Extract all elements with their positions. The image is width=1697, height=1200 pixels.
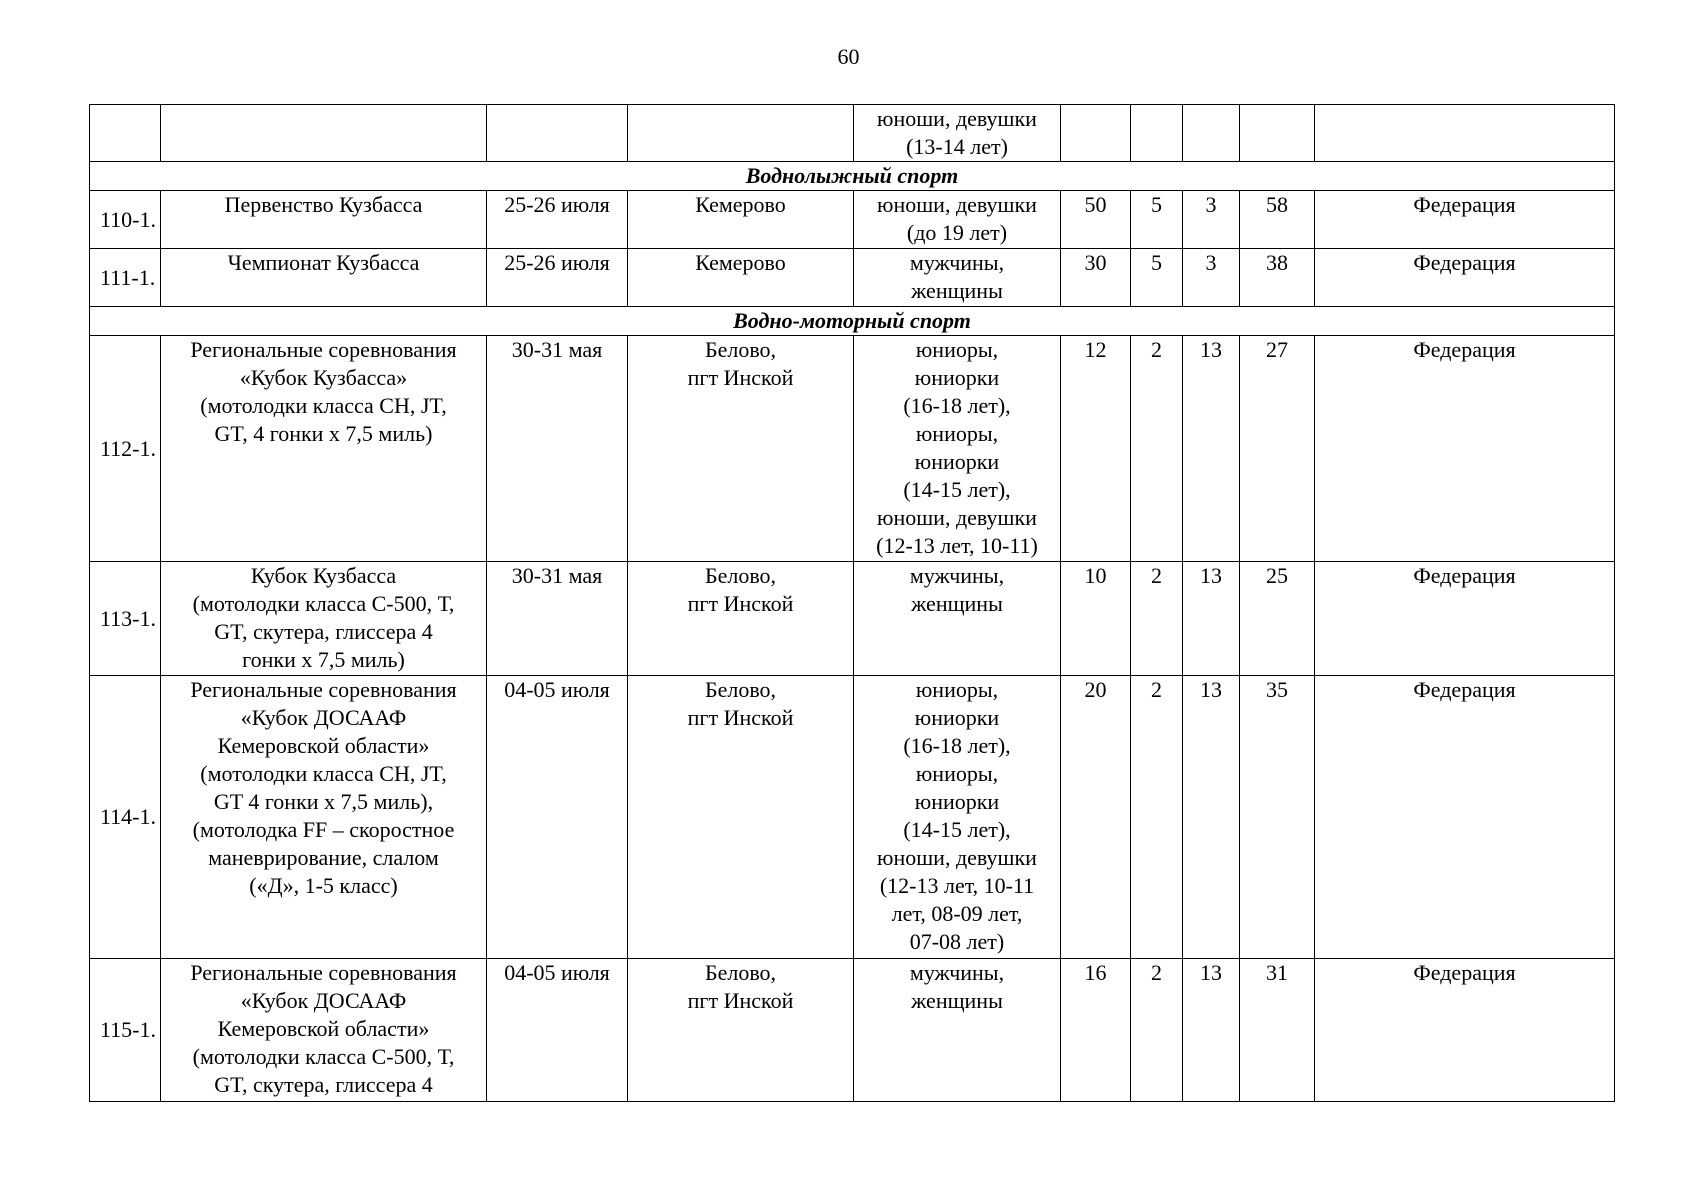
- cell-place: [628, 105, 854, 162]
- cell-organizer: Федерация: [1315, 249, 1615, 307]
- cell-count-1: 16: [1061, 959, 1131, 1102]
- cell-event: Первенство Кузбасса: [161, 191, 487, 249]
- cell-num: 114-1.: [90, 676, 161, 959]
- cell-participants: юниоры, юниорки (16-18 лет), юниоры, юниорки (14-15 лет), юноши, девушки (12-13 лет, 10-11 лет, 08-09 лет, 07-08 лет): [854, 676, 1061, 959]
- cell-count-4: 58: [1240, 191, 1315, 249]
- cell-participants: мужчины, женщины: [854, 959, 1061, 1102]
- cell-date: 04-05 июля: [487, 959, 628, 1102]
- cell-place: Кемерово: [628, 191, 854, 249]
- cell-count-2: [1131, 105, 1183, 162]
- cell-count-4: 25: [1240, 562, 1315, 676]
- cell-date: 30-31 мая: [487, 336, 628, 562]
- cell-event: Региональные соревнования «Кубок ДОСААФ Кемеровской области» (мотолодки класса С-500, Т, GT, скутера, глиссера 4: [161, 959, 487, 1102]
- cell-count-4: 38: [1240, 249, 1315, 307]
- cell-organizer: [1315, 105, 1615, 162]
- cell-event: Кубок Кузбасса (мотолодки класса С-500, Т, GT, скутера, глиссера 4 гонки х 7,5 миль): [161, 562, 487, 676]
- cell-organizer: Федерация: [1315, 676, 1615, 959]
- cell-count-1: [1061, 105, 1131, 162]
- cell-place: Белово, пгт Инской: [628, 676, 854, 959]
- cell-place: Белово, пгт Инской: [628, 562, 854, 676]
- cell-place: Кемерово: [628, 249, 854, 307]
- cell-count-3: [1183, 105, 1240, 162]
- cell-participants: юниоры, юниорки (16-18 лет), юниоры, юниорки (14-15 лет), юноши, девушки (12-13 лет, 10-11): [854, 336, 1061, 562]
- cell-num: [90, 105, 161, 162]
- table-row: [90, 249, 1615, 307]
- cell-participants: мужчины, женщины: [854, 562, 1061, 676]
- cell-organizer: Федерация: [1315, 959, 1615, 1102]
- cell-count-2: 5: [1131, 249, 1183, 307]
- cell-date: 30-31 мая: [487, 562, 628, 676]
- cell-count-3: 13: [1183, 676, 1240, 959]
- cell-event: Чемпионат Кузбасса: [161, 249, 487, 307]
- page-number: 60: [837, 44, 860, 69]
- cell-event: Региональные соревнования «Кубок ДОСААФ Кемеровской области» (мотолодки класса CH, JT, GT 4 гонки х 7,5 миль), (мотолодка FF – скоростное маневрирование, слалом («Д», 1-5 класс): [161, 676, 487, 959]
- cell-count-4: 27: [1240, 336, 1315, 562]
- table-row: [90, 676, 1615, 959]
- cell-participants: юноши, девушки (до 19 лет): [854, 191, 1061, 249]
- table-row: [90, 959, 1615, 1102]
- cell-num: 113-1.: [90, 562, 161, 676]
- cell-count-2: 2: [1131, 959, 1183, 1102]
- cell-count-3: 13: [1183, 562, 1240, 676]
- cell-participants: юноши, девушки (13-14 лет): [854, 105, 1061, 162]
- cell-count-1: 50: [1061, 191, 1131, 249]
- cell-organizer: Федерация: [1315, 336, 1615, 562]
- cell-count-4: 31: [1240, 959, 1315, 1102]
- cell-count-2: 5: [1131, 191, 1183, 249]
- cell-count-1: 10: [1061, 562, 1131, 676]
- cell-participants: мужчины, женщины: [854, 249, 1061, 307]
- cell-count-3: 13: [1183, 336, 1240, 562]
- cell-count-2: 2: [1131, 336, 1183, 562]
- cell-organizer: Федерация: [1315, 562, 1615, 676]
- section-title: Воднолыжный спорт: [90, 162, 1615, 191]
- cell-count-1: 30: [1061, 249, 1131, 307]
- cell-num: 110-1.: [90, 191, 161, 249]
- section-row: [90, 307, 1615, 336]
- cell-count-2: 2: [1131, 676, 1183, 959]
- cell-count-1: 12: [1061, 336, 1131, 562]
- cell-count-1: 20: [1061, 676, 1131, 959]
- cell-date: [487, 105, 628, 162]
- cell-count-3: 3: [1183, 191, 1240, 249]
- cell-count-4: 35: [1240, 676, 1315, 959]
- section-title: Водно-моторный спорт: [90, 307, 1615, 336]
- cell-date: 04-05 июля: [487, 676, 628, 959]
- section-row: [90, 162, 1615, 191]
- cell-num: 112-1.: [90, 336, 161, 562]
- table-row: [90, 336, 1615, 562]
- table-row: [90, 562, 1615, 676]
- cell-count-2: 2: [1131, 562, 1183, 676]
- table-row: [90, 191, 1615, 249]
- cell-count-3: 3: [1183, 249, 1240, 307]
- cell-count-3: 13: [1183, 959, 1240, 1102]
- cell-event: [161, 105, 487, 162]
- table-row: [90, 105, 1615, 162]
- cell-num: 111-1.: [90, 249, 161, 307]
- cell-place: Белово, пгт Инской: [628, 959, 854, 1102]
- cell-num: 115-1.: [90, 959, 161, 1102]
- cell-place: Белово, пгт Инской: [628, 336, 854, 562]
- cell-date: 25-26 июля: [487, 249, 628, 307]
- cell-organizer: Федерация: [1315, 191, 1615, 249]
- cell-date: 25-26 июля: [487, 191, 628, 249]
- cell-event: Региональные соревнования «Кубок Кузбасса» (мотолодки класса CH, JT, GT, 4 гонки х 7,5 миль): [161, 336, 487, 562]
- cell-count-4: [1240, 105, 1315, 162]
- competition-schedule-table: [89, 104, 1615, 1102]
